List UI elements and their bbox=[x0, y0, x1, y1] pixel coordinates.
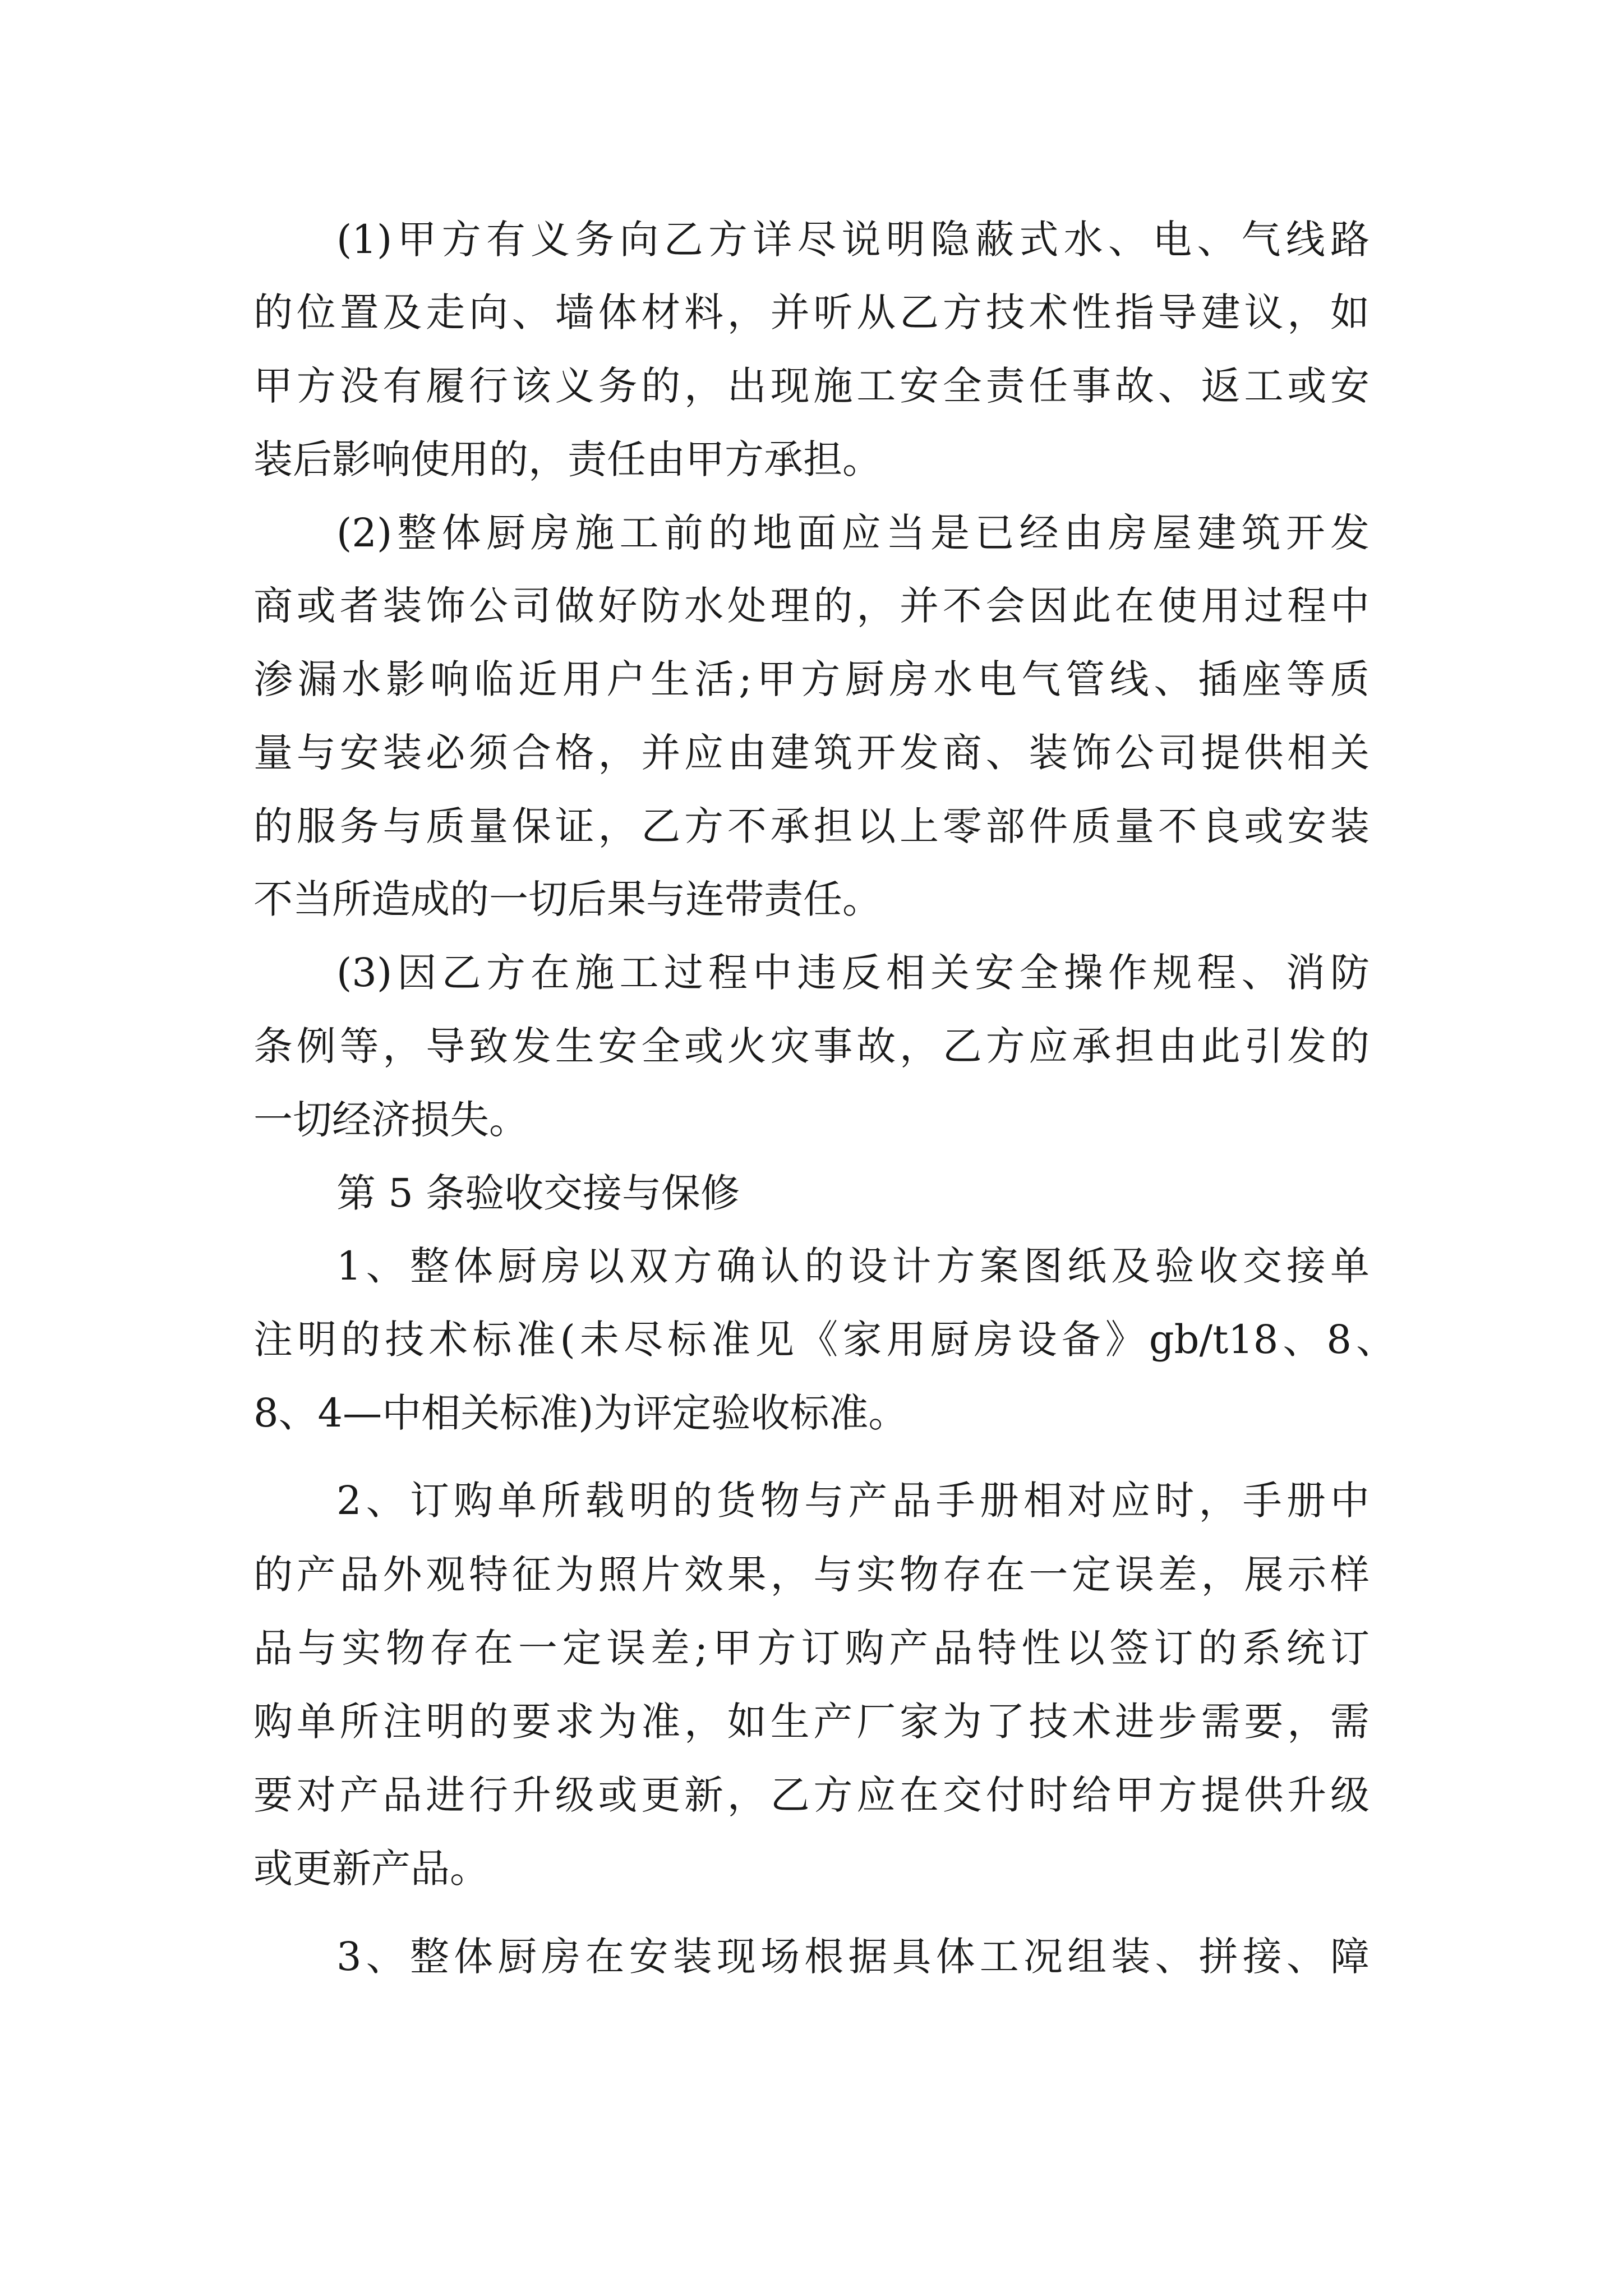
paragraph-line: 一切经济损失。 bbox=[253, 1097, 528, 1143]
paragraph-line: (2)整体厨房施工前的地面应当是已经由房屋建筑开发 bbox=[336, 510, 1370, 556]
paragraph-line: 或更新产品。 bbox=[253, 1846, 489, 1892]
paragraph-line: 量与安装必须合格，并应由建筑开发商、装饰公司提供相关 bbox=[253, 730, 1370, 776]
paragraph-line: 渗漏水影响临近用户生活;甲方厨房水电气管线、插座等质 bbox=[253, 656, 1370, 702]
paragraph-line: 2、订购单所载明的货物与产品手册相对应时，手册中 bbox=[336, 1478, 1370, 1524]
paragraph-line: 1、整体厨房以双方确认的设计方案图纸及验收交接单 bbox=[336, 1243, 1370, 1289]
paragraph-line: 的位置及走向、墙体材料，并听从乙方技术性指导建议，如 bbox=[253, 289, 1370, 335]
paragraph-line: 注明的技术标准(未尽标准见《家用厨房设备》gb/t18、8、 bbox=[253, 1317, 1395, 1363]
section-heading: 第 5 条验收交接与保修 bbox=[336, 1170, 740, 1216]
paragraph-line: 商或者装饰公司做好防水处理的，并不会因此在使用过程中 bbox=[253, 583, 1370, 629]
paragraph-line: 要对产品进行升级或更新，乙方应在交付时给甲方提供升级 bbox=[253, 1772, 1370, 1818]
paragraph-line: (1)甲方有义务向乙方详尽说明隐蔽式水、电、气线路 bbox=[336, 217, 1370, 263]
paragraph-line: 条例等，导致发生安全或火灾事故，乙方应承担由此引发的 bbox=[253, 1023, 1370, 1069]
paragraph-line: 不当所造成的一切后果与连带责任。 bbox=[253, 876, 882, 922]
paragraph-line: 8、4—中相关标准)为评定验收标准。 bbox=[253, 1390, 908, 1436]
paragraph-line: 甲方没有履行该义务的，出现施工安全责任事故、返工或安 bbox=[253, 363, 1370, 409]
paragraph-line: 3、整体厨房在安装现场根据具体工况组装、拼接、障 bbox=[336, 1934, 1370, 1980]
paragraph-line: 装后影响使用的，责任由甲方承担。 bbox=[253, 436, 882, 482]
paragraph-line: 的服务与质量保证，乙方不承担以上零部件质量不良或安装 bbox=[253, 803, 1370, 849]
paragraph-line: 的产品外观特征为照片效果，与实物存在一定误差，展示样 bbox=[253, 1552, 1370, 1598]
paragraph-line: 购单所注明的要求为准，如生产厂家为了技术进步需要，需 bbox=[253, 1699, 1370, 1745]
paragraph-line: 品与实物存在一定误差;甲方订购产品特性以签订的系统订 bbox=[253, 1625, 1370, 1671]
paragraph-line: (3)因乙方在施工过程中违反相关安全操作规程、消防 bbox=[336, 950, 1370, 996]
